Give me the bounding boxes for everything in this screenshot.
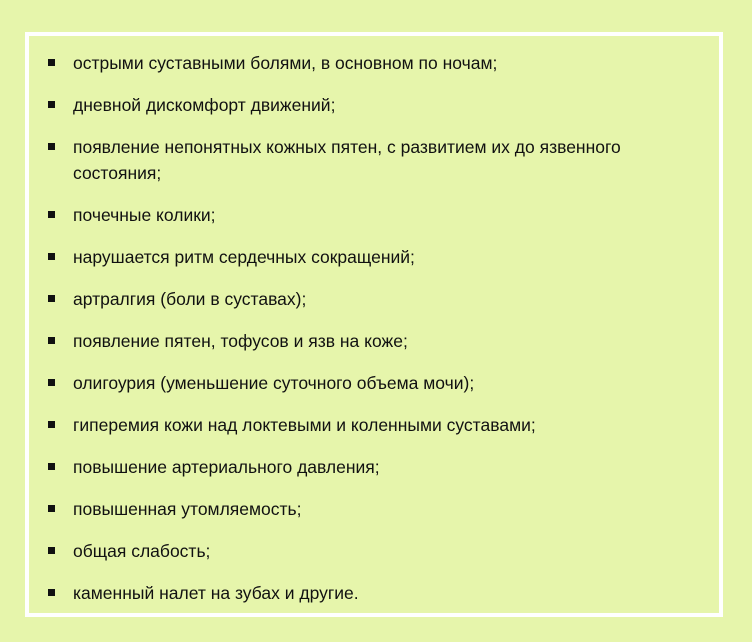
list-item (45, 496, 685, 522)
square-bullet-icon (48, 295, 55, 302)
square-bullet-icon (48, 589, 55, 596)
list-item-text: дневной дискомфорт движений; (73, 95, 336, 115)
square-bullet-icon (48, 463, 55, 470)
square-bullet-icon (48, 379, 55, 386)
list-item (45, 202, 685, 228)
square-bullet-icon (48, 337, 55, 344)
list-item (45, 370, 685, 396)
list-item (45, 580, 685, 606)
list-item-text: общая слабость; (73, 541, 211, 561)
list-item-text: острыми суставными болями, в основном по ночам; (73, 53, 498, 73)
list-item-text: артралгия (боли в суставах); (73, 289, 307, 309)
list-item-text: каменный налет на зубах и другие. (73, 583, 359, 603)
list-item (45, 538, 685, 564)
square-bullet-icon (48, 59, 55, 66)
list-item-text: гиперемия кожи над локтевыми и коленными суставами; (73, 415, 536, 435)
list-item-text: повышение артериального давления; (73, 457, 380, 477)
list-item (45, 50, 685, 76)
square-bullet-icon (48, 211, 55, 218)
list-item (45, 244, 685, 270)
square-bullet-icon (48, 101, 55, 108)
list-item-text: олигоурия (уменьшение суточного объема мочи); (73, 373, 475, 393)
list-item-text: появление непонятных кожных пятен, с развитием их до язвенного состояния; (73, 137, 621, 183)
list-item-text: появление пятен, тофусов и язв на коже; (73, 331, 408, 351)
list-item (45, 92, 685, 118)
symptom-list-frame (25, 32, 723, 617)
symptom-list (45, 50, 685, 622)
list-item (45, 286, 685, 312)
list-item (45, 412, 685, 438)
list-item (45, 134, 685, 186)
list-item (45, 454, 685, 480)
list-item-text: почечные колики; (73, 205, 216, 225)
list-item-text: повышенная утомляемость; (73, 499, 302, 519)
square-bullet-icon (48, 253, 55, 260)
square-bullet-icon (48, 143, 55, 150)
square-bullet-icon (48, 547, 55, 554)
square-bullet-icon (48, 421, 55, 428)
list-item (45, 328, 685, 354)
list-item-text: нарушается ритм сердечных сокращений; (73, 247, 415, 267)
square-bullet-icon (48, 505, 55, 512)
